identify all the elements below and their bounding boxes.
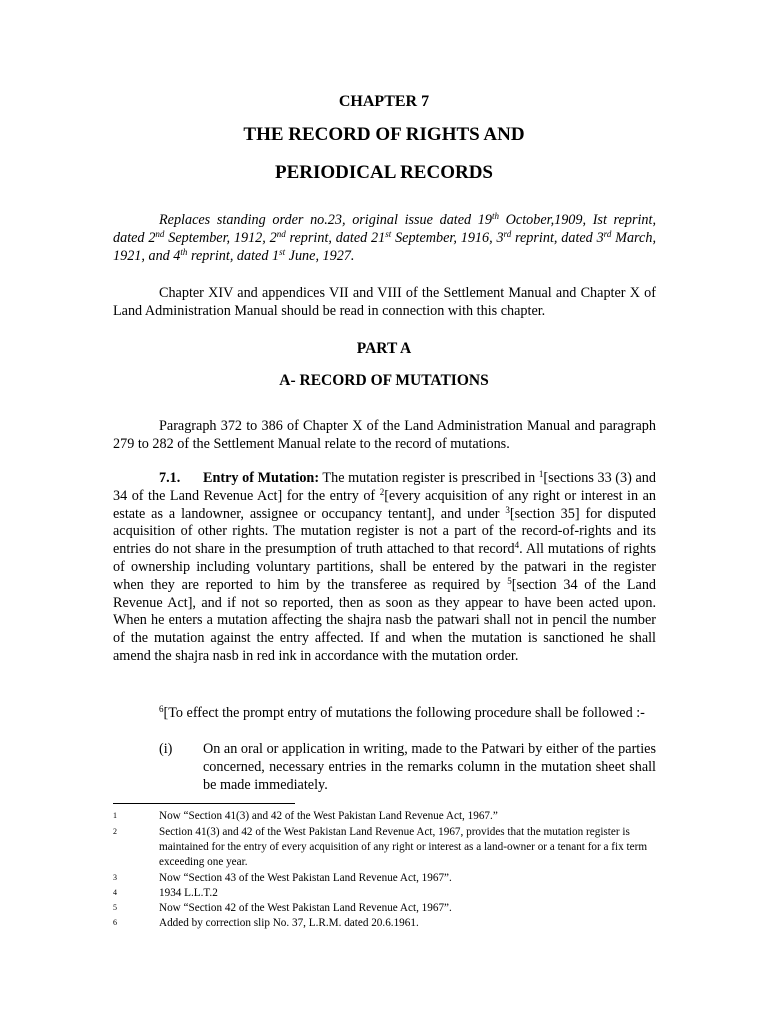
footnote-text: 1934 L.L.T.2 [159, 887, 218, 899]
footnote-number: 4 [113, 888, 117, 897]
intro-sup: rd [603, 228, 612, 239]
intro-sup: nd [276, 228, 286, 239]
footnote-number: 1 [113, 811, 117, 820]
procedure-text: [To effect the prompt entry of mutations the following procedure shall be followed :- [163, 705, 645, 721]
reading-note: Chapter XIV and appendices VII and VIII of the Settlement Manual and Chapter X of Land Administration Manual should be read in connection with this chapter. [113, 285, 656, 319]
footnote-ref: 2 [379, 486, 385, 497]
chapter-title-line-2: PERIODICAL RECORDS [274, 162, 493, 183]
intro-text: June, 1927. [285, 247, 355, 264]
intro-text: reprint, dated 21 [285, 229, 386, 246]
paragraph-text: [section 34 of the Land Revenue Act], and if not so reported, then as soon as they appear to have been acted upon. When he enters a mutation affecting the shajra nasb the patwari shall not in pencil the number of the mutation against the entry affected. If and when the mutation is sanctioned he shall amend the shajra nasb in red ink in accordance with the mutation order. [113, 576, 657, 664]
paragraph-text: [section 35] for disputed acquisition of other rights. The mutation register is not a part of the record-of-rights and its entries do not share in the presumption of truth attached to that record [113, 505, 656, 558]
footnote-number: 2 [113, 827, 117, 836]
footnote-text: Now “Section 41(3) and 42 of the West Pakistan Land Revenue Act, 1967.” [159, 810, 498, 822]
intro-text: September, 1916, 3 [391, 229, 504, 246]
intro-text: Replaces standing order no.23, original issue dated 19 [159, 212, 492, 228]
intro-sup: nd [155, 228, 165, 239]
intro-sup: th [491, 211, 499, 221]
replacement-note [113, 212, 656, 265]
footnote-number: 6 [113, 918, 117, 927]
relate-paragraph: Paragraph 372 to 386 of Chapter X of the Land Administration Manual and paragraph 279 to 282 of the Settlement Manual relate to the record of mutations. [113, 418, 656, 452]
footnote-ref: 3 [505, 504, 510, 515]
intro-sup: rd [503, 228, 512, 239]
intro-text: October,1909, Ist reprint, dated 2 [113, 212, 656, 246]
paragraph-text: The mutation register is prescribed in [319, 470, 539, 486]
part-heading: PART A [356, 340, 412, 357]
paragraph-text: [sections 33 (3) and 34 of the Land Revenue Act] for the entry of [113, 470, 656, 504]
paragraph-text: . All mutations of rights of ownership including voluntary partitions, shall be entered by the patwari in the register when they are reported to him by the transferee as required by [113, 541, 656, 593]
footnote-ref: 4 [514, 540, 520, 551]
intro-text: reprint, dated 1 [187, 247, 280, 264]
paragraph-7-1 [113, 470, 656, 666]
footnote-number: 5 [113, 903, 117, 912]
chapter-label: CHAPTER 7 [338, 93, 430, 110]
list-item-text: On an oral or application in writing, made to the Patwari by either of the parties concerned, necessary entries in the remarks column in the mutation sheet shall be made immediately. [203, 741, 656, 793]
footnote-text: Now “Section 42 of the West Pakistan Land Revenue Act, 1967”. [159, 902, 452, 914]
list-item-number: (i) [159, 741, 173, 757]
footnote-text: Added by correction slip No. 37, L.R.M. dated 20.6.1961. [159, 917, 419, 929]
intro-text: reprint, dated 3 [511, 229, 604, 246]
intro-text: September, 1912, 2 [164, 229, 277, 246]
paragraph-number: 7.1. [159, 470, 181, 486]
footnote-ref: 6 [159, 704, 164, 714]
footnote-text: Section 41(3) and 42 of the West Pakistan Land Revenue Act, 1967, provides that the mutation register is maintained for the entry of every acquisition of any right or interest as a land-owner or a tenant for a fix term exceeding one year. [159, 826, 648, 869]
paragraph-heading: Entry of Mutation: [203, 470, 320, 486]
intro-sup: st [279, 246, 286, 257]
intro-sup: st [385, 228, 392, 239]
procedure-paragraph [113, 705, 656, 723]
footnote-ref: 1 [538, 469, 544, 479]
footnote-number: 3 [113, 873, 117, 882]
intro-text: March, 1921, and 4 [113, 229, 656, 264]
chapter-title-line-1: THE RECORD OF RIGHTS AND [243, 124, 525, 145]
section-heading: A- RECORD OF MUTATIONS [279, 372, 489, 389]
footnote-ref: 5 [507, 575, 512, 586]
intro-sup: th [180, 246, 188, 257]
footnote-divider [113, 803, 295, 804]
paragraph-text: [every acquisition of any right or interest in an estate as a landowner, assignee or occupancy tentant], and under [113, 487, 656, 522]
footnote-text: Now “Section 43 of the West Pakistan Land Revenue Act, 1967”. [159, 872, 452, 884]
